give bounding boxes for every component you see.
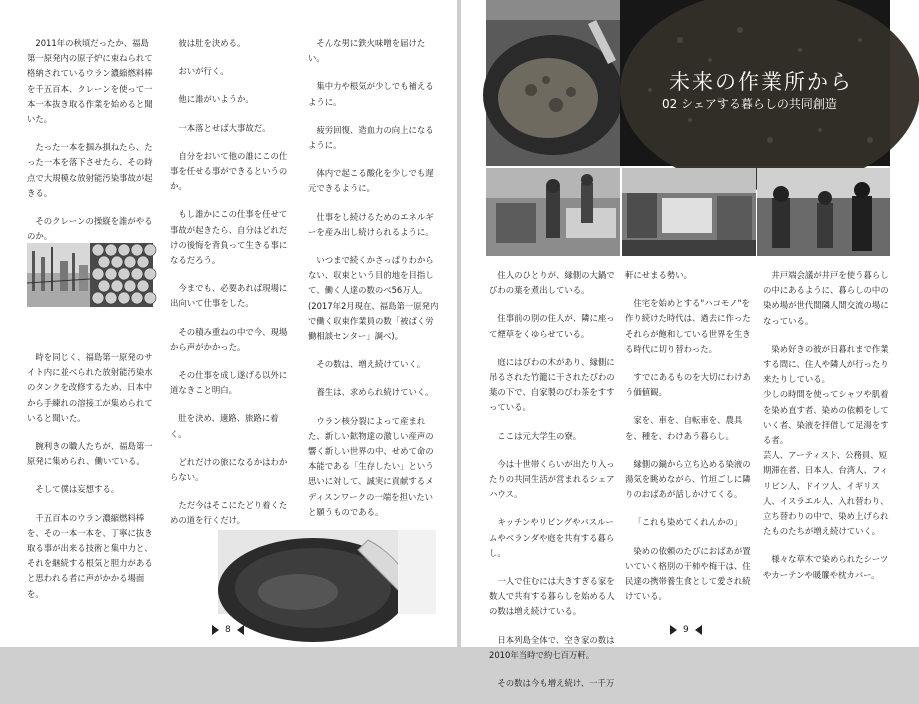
paragraph: 家を、車を、自転車を、農具を、種を、わけあう暮らし。 — [625, 415, 743, 441]
paragraph: 一人で住むには大きすぎる家を数人で共有する暮らしを始める人の数は増え続けている。 — [489, 576, 615, 617]
right-column-1 — [489, 268, 615, 704]
paragraph: 彼は肚を決める。 — [178, 38, 246, 48]
paragraph: 肚を決め、適路、旅路に着く。 — [170, 413, 279, 439]
paragraph: ウラン核分裂によって産まれた、新しい鉱物達の激しい産声の響く新しい世界の中、せめて命の本能である「生存したい」という思いに対して、誠実に貢献するメディスンワークの一端を担いたいと願うものである。 — [308, 415, 434, 517]
paragraph: いつまで続くかさっぱりわからない、収束という目的地を目指して、働く人達の数のべ56万人。 (2017年2月現在、福島第一原発内で働く収束作業員の数「被ばく労働相談センター」調べ)。 — [308, 255, 439, 342]
left-column-3 — [308, 36, 440, 533]
paragraph: 千五百本のウラン濃縮燃料棒を、その一本一本を、丁寧に抜き取る事が出来る技術と集中力と、それを継続する根気と胆力があると思われる者に声がかかる場面を。 — [27, 512, 153, 599]
paragraph: その仕事を成し遂げる以外に道なきこと明白。 — [170, 370, 288, 396]
article-title: 未来の作業所から — [669, 70, 853, 94]
paragraph: 集中力や根気が少しでも補えるように。 — [308, 81, 434, 107]
fukushima-photo — [27, 243, 153, 307]
page-marker-icon — [212, 625, 219, 635]
paragraph: 今までも、必要あれば現場に出向いて仕事をした。 — [170, 283, 288, 309]
cooking-photo — [486, 0, 620, 166]
paragraph: 自分をおいて他の誰にこの仕事を任せる事ができるというのか。 — [170, 150, 288, 192]
sharehouse-photo — [622, 168, 756, 256]
paragraph: そのクレーンの操縦を誰がやるのか。 — [27, 216, 153, 242]
paragraph: 様々な草木で染められたシーツやカーテンや暖簾や枕カバー。 — [763, 554, 889, 580]
paragraph: 庭にはびわの木があり、縁側に吊るされた竹籠に干されたびわの葉の下で、自家製のびわ茶をすすっている。 — [489, 356, 615, 413]
paragraph: 2011年の秋頃だったか、福島第一原発内の原子炉に束ねられて格納されているウラン濃縮燃料棒を千五百本、クレーンを使って一本一本抜き取る作業を始めると聞いた。 — [27, 38, 153, 125]
page-number: 9 — [683, 625, 689, 635]
paragraph: その数は今も増え続け、一千万 — [497, 678, 615, 689]
paragraph: ただ今はそこにたどり着くための道を行くだけ。 — [170, 500, 288, 526]
paragraph: 「これも染めてくれんかの」 — [633, 517, 743, 528]
paragraph: 疲労回復、造血力の向上になるように。 — [308, 124, 434, 151]
left-column-1 — [27, 36, 153, 257]
paragraph: その数は、増え続けていく。 — [316, 359, 426, 370]
paragraph: 染め好きの彼が日暮れまで作業する間に、住人や隣人が行ったり来たりしている。 少しの時間を使ってシャツや肌着を染め直す者、染めの依頼をしていく者、染液を拝借して足湯をする者。 芸人、アーティスト、公務員、短期滞在者、日本人、台湾人、フィリピン人、ドイツ人、イギリス人、イスラエル人、入れ替わり、立ち替わりの中で、染め上げられたものたちが増え続けていく。 — [763, 343, 889, 537]
paragraph: 日本列島全体で、空き家の数は2010年当時で約七百万軒。 — [489, 634, 615, 660]
page-marker-icon — [695, 625, 702, 635]
paragraph: その積み重ねの中で今、現場から声がかかった。 — [170, 326, 288, 352]
paragraph: すでにあるものを大切にわけあう価値観。 — [625, 372, 751, 398]
paragraph: おいが行く。 — [178, 66, 229, 77]
paragraph: 住宅を始めとする"ハコモノ"を作り続けた時代は、過去に作ったそれらが飽和している世界を生きる時代に切り替わった。 — [625, 298, 751, 354]
paragraph: もし誰かにこの仕事を任せて事故が起きたら、自分はどれだけの後悔を背負って生きる事になるだろう。 — [170, 209, 288, 266]
page-number-right — [670, 625, 702, 635]
paragraph: ここは元大学生の寮。 — [497, 430, 582, 441]
right-column-3 — [763, 268, 895, 596]
page-marker-icon — [237, 625, 244, 635]
paragraph: 養生は、求められ続けていく。 — [316, 387, 434, 398]
paragraph: 腕利きの職人たちが、福島第一原発に集められ、働いている。 — [27, 441, 153, 467]
paragraph: キッチンやリビングやバスルームやベランダや庭を共有する暮らし。 — [489, 517, 615, 558]
paragraph: 仕事をし続けるためのエネルギーを産み出し続けられるように。 — [308, 211, 434, 237]
paragraph: そして僕は妄想する。 — [35, 484, 120, 495]
paragraph: 一本落とせば大事故だ。 — [178, 122, 271, 133]
page-number: 8 — [225, 625, 231, 635]
paragraph: そんな男に鉄火味噌を届けたい。 — [308, 38, 426, 64]
paragraph: 軒にせまる勢い。 — [625, 270, 692, 280]
left-column-2 — [170, 36, 294, 542]
paragraph: 染めの依頼のたびにおばあが置いていく格別の干柿や梅干は、住民達の携帯養生食として愛され続けている。 — [625, 545, 751, 602]
paragraph: 今は十世帯くらいが出たり入ったりの共同生活が営まれるシェアハウス。 — [489, 458, 615, 500]
left-column-1-lower — [27, 350, 153, 615]
paragraph: 住事前の別の住人が、隣に座って煙草をくゆらせている。 — [489, 313, 615, 339]
paragraph: 住人のひとりが、縁側の大鍋でびわの葉を煮出している。 — [489, 270, 615, 296]
residents-photo — [757, 168, 890, 256]
paragraph: たった一本を掴み損ねたら、たった一本を落下させたら、その時点で大規模な放射能汚染事故が起きる。 — [27, 142, 153, 198]
left-page — [0, 0, 457, 647]
page-number-left — [212, 625, 244, 635]
article-subtitle: 02 シェアする暮らしの共同創造 — [662, 97, 837, 111]
right-page — [461, 0, 919, 689]
paragraph: 縁側の鍋から立ち込める染液の湯気を眺めながら、竹垣ごしに隣りのおばあが話しかけてくる。 — [625, 458, 751, 500]
right-column-2 — [625, 268, 753, 617]
kitchen-photo — [486, 168, 620, 256]
paragraph: 井戸端会議が井戸を使う暮らしの中にあるように、暮らしの中の染め場が世代間隣人間交流の場になっている。 — [763, 270, 889, 326]
page-marker-icon — [670, 625, 677, 635]
paragraph: 時を同じく、福島第一原発のサイト内に並べられた放射能汚染水のタンクを改修するため、日本中から手練れの溶接工が集められていると聞いた。 — [27, 352, 153, 423]
paragraph: 他に誰がいようか。 — [178, 94, 254, 105]
paragraph: どれだけの旅になるかはわからない。 — [170, 456, 288, 483]
paragraph: 体内で起こる酸化を少しでも遅元できるように。 — [308, 168, 434, 194]
wok-photo — [218, 530, 436, 614]
